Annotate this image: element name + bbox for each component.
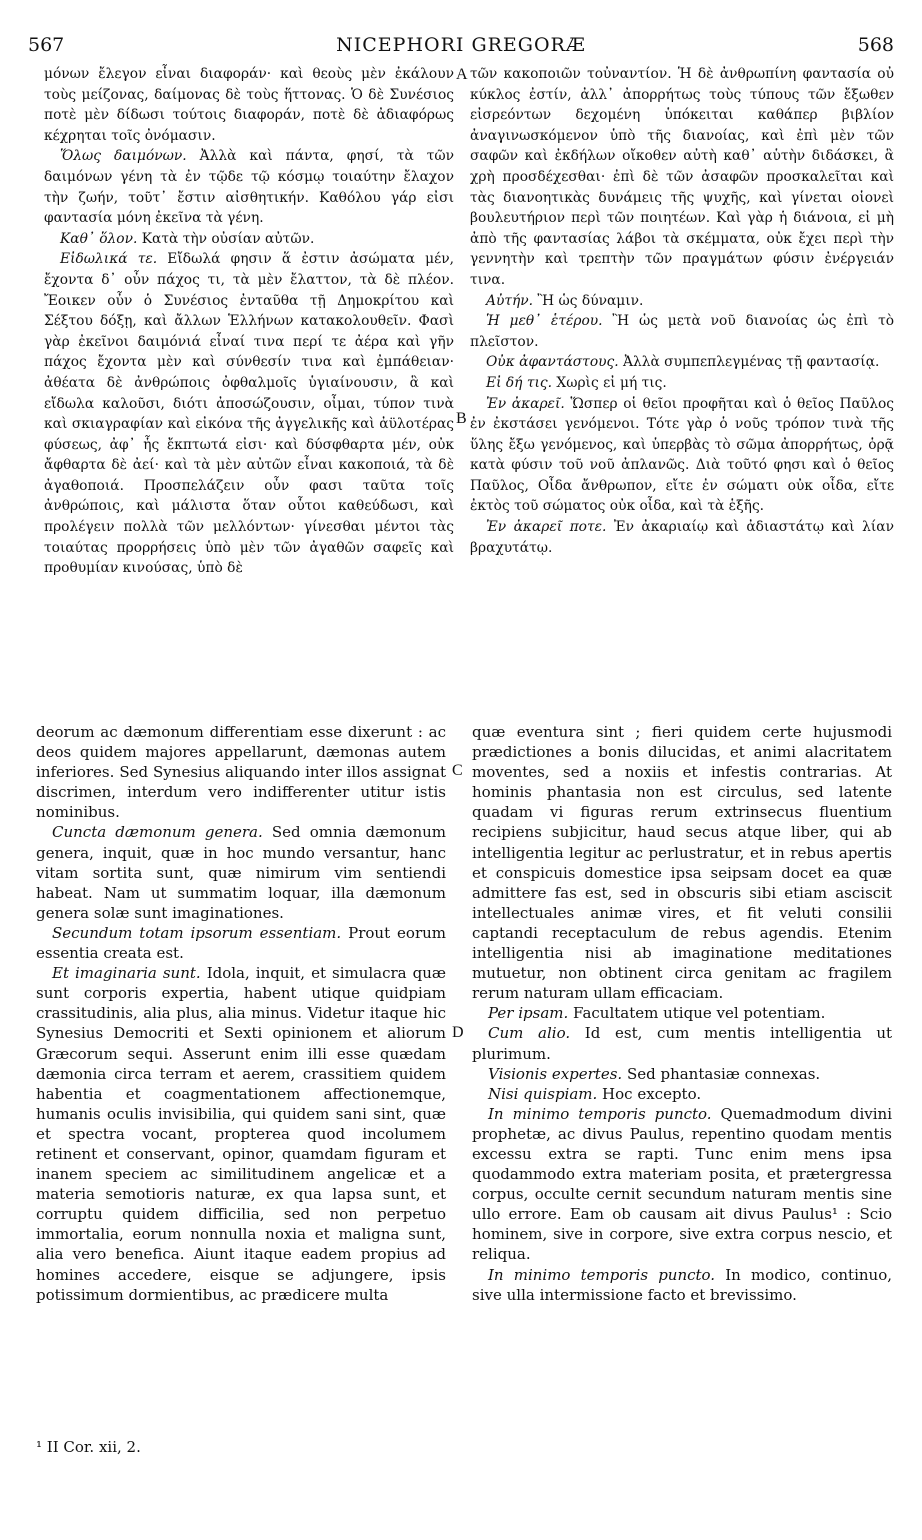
lemma: Ὅλως δαιμόνων. [60, 148, 187, 165]
paragraph [470, 394, 894, 518]
paragraph-text: Ἀλλὰ καὶ πάντα, φησί, τὰ τῶν δαιμόνων γένη τὰ ἐν τῷδε τῷ κόσμῳ τοιαύτην ἔλαχον τὴν ζωήν, τοῦτ᾽ ἔστιν αἰσθητικήν. Καθόλου γάρ εἰσι φαντασία μόνη ἐκεῖνα τὰ γένη. [44, 148, 455, 227]
section-marker-b: B [456, 410, 467, 427]
paragraph [44, 249, 454, 579]
section-marker-a: A [456, 66, 468, 83]
section-marker-c: C [452, 762, 463, 779]
paragraph-text: μόνων ἔλεγον εἶναι διαφοράν· καὶ θεοὺς μὲν ἐκάλουν τοὺς μείζονας, δαίμονας δὲ τοὺς ἥττονας. Ὁ δὲ Συνέσιος ποτὲ μὲν δίδωσι τούτοις διαφοράν, ποτὲ δὲ ἀδιαφόρως κέχρηται τοῖς ὀνόμασιν. [44, 66, 454, 144]
lemma: In minimo temporis puncto. [488, 1265, 716, 1284]
paragraph-text: quæ eventura sint ; fieri quidem certe hujusmodi prædictiones a bonis dilucidas, et animi alacritatem moventes, sed a noxiis et infestis contrarias. At hominis phantasia non est circulus, sed latente quadam vi figuras rerum extrinsecus fluentium recipiens subjicitur, haud secus atque liber, qui ab intelligentia legitur ac perlustratur, et in rebus apertis et conspicuis domestice ipsa seipsam docet ea quæ admittere fas est, sed in obscuris sibi etiam asciscit intellectuales animæ vires, et fit veluti consilii captandi receptaculum de rebus agendis. Etenim intelligentia nisi ab imaginatione meditationes mutuetur, non obtinent circa genitam ac fragilem rerum naturam ullam efficaciam. [472, 723, 892, 1003]
lemma: Cum alio. [488, 1024, 571, 1043]
paragraph-text: Ἢ ὡς μετὰ νοῦ διανοίας ὡς ἐπὶ τὸ πλεῖστον. [470, 313, 895, 350]
paragraph [470, 64, 894, 291]
paragraph [472, 1104, 892, 1265]
lemma: Ἐν ἀκαρεῖ. [486, 395, 565, 412]
paragraph [470, 311, 894, 352]
lemma: Secundum totam ipsorum essentiam. [52, 923, 342, 942]
paragraph [472, 1003, 892, 1023]
lemma: In minimo temporis puncto. [488, 1104, 712, 1123]
paragraph-text: Εἴδωλά φησιν ἅ ἐστιν ἀσώματα μέν, ἔχοντα δ᾽ οὖν πάχος τι, τὰ μὲν ἔλαττον, τὰ δὲ πλέον. Ἔοικεν οὖν ὁ Συνέσιος ἐνταῦθα τῇ Δημοκρίτου καὶ Σέξτου δόξῃ, καὶ ἄλλων Ἑλλήνων κατακολουθεῖν. Φασὶ γὰρ ἐκεῖνοι δαιμόνιά εἶναί τινα περί τε ἀέρα καὶ γῆν πάχος ἔχοντα μὲν καὶ σύνθεσίν τινα καὶ ἐμπάθειαν· ἀθέατα δὲ ἀνθρώποις ὀφθαλμοῖς ὑγιαίνουσιν, ἃ καὶ εἴδωλα καλοῦσι, διότι ἀποσώζουσιν, οἶμαι, τύπον τινὰ καὶ σκιαγραφίαν καὶ εἰκόνα τῆς ἀγγελικῆς καὶ ἀϋλοτέρας φύσεως, ἀφ᾽ ἧς ἔκπτωτά εἰσι· καὶ δύσφθαρτα μέν, οὐκ ἄφθαρτα δὲ ἀεί· καὶ τὰ μὲν αὐτῶν εἶναι κακοποιά, τὰ δὲ ἀγαθοποιά. Προσπελάζειν οὖν φασι ταῦτα τοῖς ἀνθρώποις, καὶ μάλιστα ὅταν οὗτοι καθεύδωσι, καὶ προλέγειν πολλὰ τῶν μελλόντων· γίνεσθαι μέντοι τὰς τοιαύτας προρρήσεις ὑπὸ μὲν τῶν ἀγαθῶν σαφεῖς καὶ προθυμίαν κινούσας, ὑπὸ δὲ [44, 251, 454, 577]
paragraph-text: Ἀλλὰ συμπεπλεγμένας τῇ φαντασίᾳ. [618, 354, 880, 371]
page-number-left: 567 [28, 34, 65, 56]
lemma: Per ipsam. [488, 1004, 569, 1023]
paragraph-text: Κατὰ τὴν οὐσίαν αὐτῶν. [137, 230, 315, 247]
latin-column-right [472, 722, 892, 1305]
page-number-right: 568 [857, 34, 894, 56]
page-header [28, 34, 894, 58]
paragraph-text: Sed omnia dæmonum genera, inquit, quæ in hoc mundo versantur, hanc vitam sortita sunt, quæ nimirum vim sentiendi habeat. Nam ut summatim loquar, illa dæmonum genera solæ sunt imaginationes. [36, 823, 446, 922]
paragraph-text: Quemadmodum divini prophetæ, ac divus Paulus, repentino quodam mentis excessu extra se rapti. Tunc enim mens ipsa quodammodo extra materiam posita, et prætergressa corpus, occulte cernit secundum naturam mentis sine ullo errore. Eam ob causam ait divus Paulus¹ : Scio hominem, sive in corpore, sive extra corpus nescio, et reliqua. [472, 1104, 893, 1264]
paragraph [36, 923, 446, 963]
paragraph [470, 291, 894, 312]
paragraph-text: Facultatem utique vel potentiam. [568, 1004, 826, 1023]
paragraph-text: Ἢ ὡς δύναμιν. [533, 292, 644, 309]
paragraph [36, 822, 446, 922]
paragraph-text: Ἐν ἀκαριαίῳ καὶ ἀδιαστάτῳ καὶ λίαν βραχυτάτῳ. [470, 519, 894, 556]
paragraph-text: Prout eorum essentia creata est. [36, 923, 447, 963]
paragraph-text: Id est, cum mentis intelligentia ut plurimum. [472, 1024, 893, 1063]
lemma: Cuncta dæmonum genera. [52, 823, 263, 842]
running-title: NICEPHORI GREGORÆ [336, 34, 586, 56]
lemma: Nisi quispiam. [488, 1084, 598, 1103]
lemma: Εἰ δή τις. [486, 374, 552, 391]
lemma: Καθ᾽ ὅλον. [60, 230, 138, 247]
paragraph [36, 963, 446, 1305]
paragraph-text: Sed phantasiæ connexas. [622, 1064, 821, 1083]
lemma: Ἡ μεθ᾽ ἑτέρου. [486, 313, 603, 330]
paragraph-text: Ὥσπερ οἱ θεῖοι προφῆται καὶ ὁ θεῖος Παῦλος ἐν ἐκστάσει γενόμενοι. Τότε γὰρ ὁ νοῦς τρόπον τινὰ τῆς ὕλης ἔξω γενόμενος, καὶ ὑπερβὰς τὸ σῶμα ἀπορρήτως, ὁρᾷ κατὰ φύσιν τοῦ νοῦ ἀπλανῶς. Διὰ τοῦτό φησι καὶ ὁ θεῖος Παῦλος, Οἶδα ἄνθρωπον, εἴτε ἐν σώματι οὐκ οἶδα, εἴτε ἐκτὸς τοῦ σώματος οὐκ οἶδα, καὶ τὰ ἑξῆς. [470, 395, 894, 515]
lemma: Ἐν ἀκαρεῖ ποτε. [486, 519, 607, 536]
paragraph-text: Idola, inquit, et simulacra quæ sunt corporis expertia, habent utique quidpiam crassitudinis, alia plus, alia minus. Videtur itaque hic Synesius Democriti et Sexti opinionem et aliorum Græcorum sequi. Asserunt enim illi esse quædam dæmonia circa terram et aerem, crassitiem quidem habentia et coagmentationem affectionemque, humanis oculis invisibilia, qui quidem sani sint, quæ et spectra vocant, propterea quod incolumem retinent et conservant, opinor, quamdam figuram et inanem speciem ac similitudinem angelicæ et a materia semotioris naturæ, ex qua lapsa sunt, et corruptu quidem difficilia, sed non perpetuo immortalia, eorum nonnulla noxia et maligna sunt, alia vero benefica. Aiunt itaque eadem propius ad homines accedere, eisque se adjungere, ipsis potissimum dormientibus, ac prædicere multa [36, 964, 446, 1304]
paragraph-text: Hoc excepto. [597, 1084, 702, 1103]
lemma: Visionis expertes. [488, 1064, 623, 1083]
paragraph [472, 1064, 892, 1084]
paragraph [44, 64, 454, 146]
paragraph [470, 517, 894, 558]
paragraph [472, 722, 892, 1003]
paragraph [472, 1265, 892, 1305]
paragraph-text: τῶν κακοποιῶν τοὐναντίον. Ἡ δὲ ἀνθρωπίνη φαντασία οὐ κύκλος ἐστίν, ἀλλ᾽ ἀπορρήτως τοὺς τύπους τῶν ἔξωθεν εἰσρεόντων δεχομένη ὑπόκειται καθάπερ βιβλίον ἀναγινωσκόμενον ὑπὸ τῆς διανοίας, καὶ ἐπὶ μὲν τῶν σαφῶν καὶ ἐκδήλων οἴκοθεν αὐτὴ καθ᾽ αὑτὴν διδάσκει, ἃ χρὴ προσδέχεσθαι· ἐπὶ δὲ τῶν ἀσαφῶν προσκαλεῖται καὶ τὰς διανοητικὰς δυνάμεις τῆς ψυχῆς, καὶ γίνεται οἱονεὶ βουλευτήριον περὶ τῶν ποιητέων. Καὶ γὰρ ἡ διάνοια, εἰ μὴ ἀπὸ τῆς φαντασίας λάβοι τὰ σκέμματα, οὐκ ἔχει περὶ τὴν γεννητὴν καὶ τρεπτὴν τῶν πραγμάτων φύσιν ἐνέργειάν τινα. [470, 66, 894, 288]
paragraph [472, 1084, 892, 1104]
paragraph-text: Χωρὶς εἰ μή τις. [551, 374, 667, 391]
paragraph [470, 352, 894, 373]
lemma: Εἰδωλικά τε. [60, 251, 158, 268]
lemma: Οὐκ ἀφαντάστους. [486, 354, 619, 371]
footnote: ¹ II Cor. xii, 2. [36, 1438, 141, 1456]
paragraph-text: In modico, continuo, sive ulla intermissione facto et brevissimo. [472, 1265, 893, 1304]
lemma: Αὐτήν. [486, 292, 534, 309]
paragraph [44, 229, 454, 250]
lemma: Et imaginaria sunt. [52, 964, 201, 983]
paragraph [470, 373, 894, 394]
latin-column-left [36, 722, 446, 1305]
section-marker-d: D [452, 1024, 464, 1041]
greek-column-left [44, 64, 454, 579]
paragraph [44, 146, 454, 228]
paragraph [36, 722, 446, 822]
greek-column-right [470, 64, 894, 558]
paragraph-text: deorum ac dæmonum differentiam esse dixerunt : ac deos quidem majores appellarunt, dæmonas autem inferiores. Sed Synesius aliquando inter illos assignat discrimen, interdum vero indifferenter utitur istis nominibus. [36, 723, 446, 822]
paragraph [472, 1023, 892, 1063]
